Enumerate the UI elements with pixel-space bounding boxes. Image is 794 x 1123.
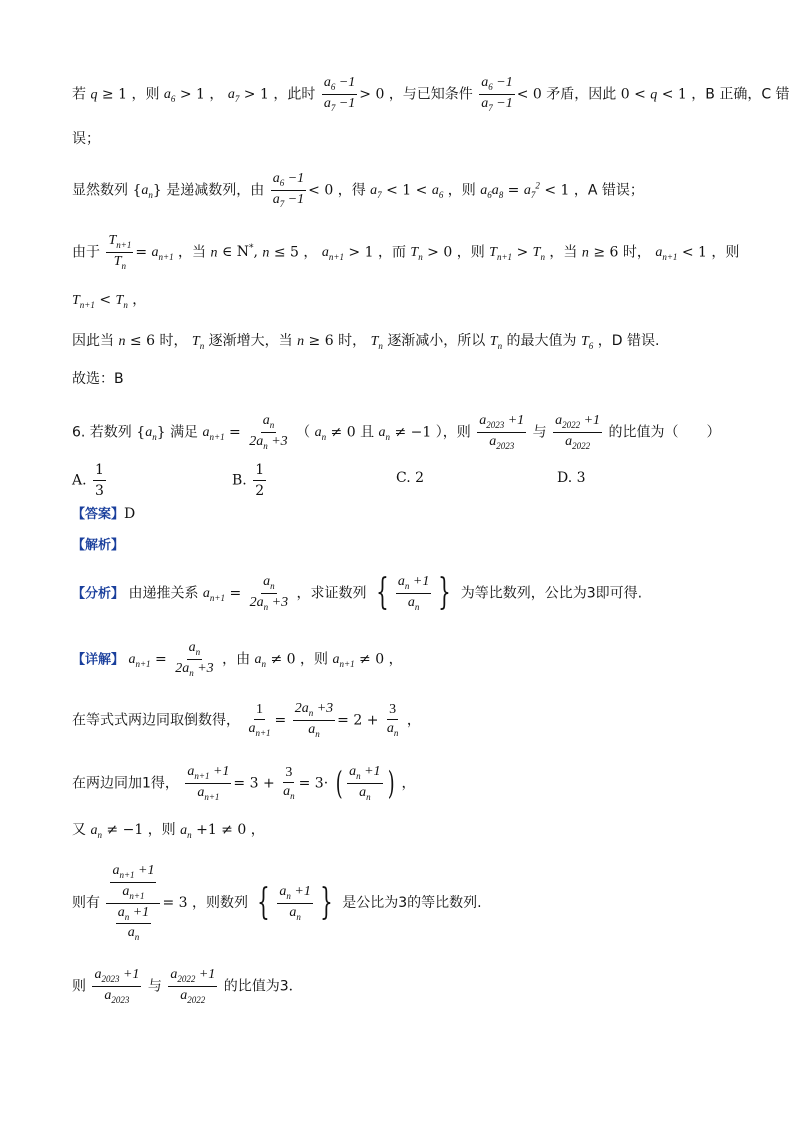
fraction: $\frac{1}{3}$ — [95, 462, 104, 499]
choice-line: 故选：B — [72, 371, 124, 387]
question-6: 6. 若数列 $\{a_n\}$ 满足 $a_{n+1}$ = $\frac{a_n}{2a_n +3}$ （ $a_n \ne 0$ 且 $a_n \ne -1$ ），则 $\frac{a_{2023} +1}{a_{2023}}$ 与 $\frac{a_{2022} +1}{a_{2022}}$ 的比值为（ ） — [72, 413, 721, 451]
text: 的比值为3． — [223, 978, 303, 995]
text: ，则 — [447, 182, 476, 199]
fraction: $\frac{a_{2022} +1}{a_{2022}}$ — [170, 967, 216, 1005]
text: 时， — [338, 333, 367, 349]
option-c[interactable] — [396, 470, 424, 486]
text: ，而 — [377, 244, 406, 261]
fraction: $\frac{a_{2023} +1}{a_{2023}}$ — [94, 967, 140, 1005]
text: 逐渐增大，当 — [208, 333, 293, 349]
text: 且 — [360, 424, 375, 441]
fraction: $\frac{a_n +1}{a_n}$ — [349, 764, 381, 802]
text: ， — [406, 712, 421, 729]
text: ，则 — [131, 86, 160, 103]
text: （ — [296, 424, 311, 441]
text: 是递减数列，由 — [166, 182, 265, 199]
fenxi-tag: 【分析】 — [72, 586, 125, 602]
text: ，由 — [222, 651, 251, 668]
text: 的最大值为 — [506, 333, 577, 349]
text: ，则 — [147, 822, 176, 838]
fraction: $\frac{a_n +1}{a_n}$ — [397, 574, 430, 612]
fraction: $\frac{1}{2}$ — [255, 462, 265, 499]
text: ，当 — [549, 244, 578, 261]
text: ，则数列 — [192, 895, 249, 912]
text: ），则 — [435, 424, 471, 441]
formula: $a_7$ — [227, 87, 240, 105]
text: ，与已知条件 — [388, 86, 473, 103]
text: 与 — [147, 978, 162, 995]
option-label: C. 2 — [396, 470, 425, 486]
fenxi-line: 【分析】 由递推关系 $a_{n+1}$ = $\frac{a_n}{2a_n +3}$ ，求证数列 { $\frac{a_n +1}{a_n}$ } 为等比数列，公比为3即可得. — [72, 572, 643, 614]
text: ，A 错误； — [573, 182, 644, 199]
text: ，则 — [456, 244, 485, 261]
para-line-2: 误； — [72, 131, 100, 147]
fraction: $\frac{a_n}{2a_n +3}$ — [175, 640, 214, 678]
fraction: $\frac{a_n +1}{a_n}$ — [279, 883, 311, 922]
text: ，则 — [711, 244, 740, 261]
fraction: $\frac{a_{2023} +1}{a_{2023}}$ — [479, 413, 525, 451]
xiangjie-line: 【详解】 $a_{n+1}$ = $\frac{a_n}{2a_n +3}$ ，由 $a_n \ne 0$ ，则 $a_{n+1} \ne 0$ ， — [72, 640, 403, 678]
option-d[interactable] — [557, 470, 586, 486]
text: ， — [401, 775, 416, 792]
step-add-one: 在两边同加1得， $\frac{a_{n+1} +1}{a_{n+1}}$ = 3 + $\frac{3}{a_n}$ = 3· ( $\frac{a_n +1}{a_n}$ ) ， — [72, 764, 416, 803]
step-ratio: 则有 $\frac{\frac{a_{n+1} +1}{a_{n+1}}}{\frac{a_n +1}{a_n}}$ = 3 ，则数列 { $\frac{a_n +1}{a_n}$ } 是公比为3的等比数列. — [72, 863, 482, 943]
text: ， — [250, 822, 265, 838]
text: 若 — [72, 86, 86, 103]
para-line-3: 显然数列 $\{a_n\}$ 是递减数列，由 $\frac{a_6 -1}{a_7 -1}$ < 0 ，得 $a_7 < 1 < a_6$ ，则 $a_6a_8 = a_7^2 < 1$ ，A 错误； — [72, 171, 644, 209]
option-b[interactable] — [232, 462, 268, 499]
text: 时， — [622, 244, 651, 261]
fraction: $\frac{1}{a_{n+1}}$ — [248, 701, 271, 738]
para-line-6: 因此当 n ≤ 6 时， $T_n$ 逐渐增大，当 n ≥ 6 时， $T_n$ 逐渐减小，所以 $T_n$ 的最大值为 $T_6$ ，D 错误. — [72, 333, 660, 351]
fraction: $\frac{a_{n+1} +1}{a_{n+1}}$ — [187, 764, 230, 802]
para-line-4: 由于 $\frac{T_{n+1}}{T_n}$ = $a_{n+1}$ ，当 n ∈ N*, n ≤ 5 ， $a_{n+1} > 1$ ，而 $T_n > 0$ ，则 $T_{n+1} > T_n$ ，当 n ≥ 6 时， $a_{n+1} < 1$ ，则 — [72, 233, 740, 271]
text: ，求证数列 — [296, 585, 367, 602]
option-label: D. 3 — [557, 470, 586, 486]
text: 矛盾，因此 — [546, 86, 617, 103]
answer-tag: 【答案】 — [72, 507, 125, 522]
text: 是公比为3的等比数列. — [342, 895, 482, 912]
fraction: $\frac{a_{2022} +1}{a_{2022}}$ — [555, 413, 601, 451]
option-a[interactable] — [72, 462, 108, 499]
text: ， — [132, 292, 147, 308]
step-reciprocal: 在等式式两边同取倒数得， $\frac{1}{a_{n+1}}$ = $\frac{2a_n +3}{a_n}$ = 2 + $\frac{3}{a_n}$ ， — [72, 701, 421, 739]
fraction: $\frac{3}{a_n}$ — [283, 764, 295, 801]
text: 时， — [159, 333, 188, 349]
text: 又 — [72, 822, 86, 838]
para-line-5: $T_{n+1} < T_n$ ， — [72, 292, 147, 310]
fraction: $\frac{T_{n+1}}{T_n}$ — [108, 233, 132, 271]
para-line-1: 若 q ≥ 1 ，则 $a_6 > 1$ ， $a_7 > 1$ ，此时 $\frac{a_6 -1}{a_7 -1}$ > 0 ，与已知条件 $\frac{a_6 -1}{a_7 -1}$ < 0 矛盾，因此 0 < q < 1 ，B 正确，C 错 — [72, 75, 790, 113]
text: 则有 — [72, 895, 100, 912]
text: 与 — [532, 424, 547, 441]
text: 因此当 — [72, 333, 114, 349]
text: ，B 正确，C 错 — [691, 86, 790, 103]
option-label: A. — [72, 472, 87, 489]
xiangjie-tag: 【详解】 — [72, 652, 125, 668]
analysis-line — [72, 538, 124, 552]
text: ， — [303, 244, 318, 261]
fraction: $\frac{a_6 -1}{a_7 -1}$ — [272, 171, 305, 209]
compound-fraction: $\frac{\frac{a_{n+1} +1}{a_{n+1}}}{\frac{a_n +1}{a_n}}$ — [106, 864, 160, 942]
text: 满足 — [170, 424, 199, 441]
text: 的比值为（ ） — [608, 424, 721, 441]
text: 由递推关系 — [128, 585, 199, 602]
text: ， — [209, 86, 224, 103]
step-conclusion — [72, 968, 303, 1005]
fraction: $\frac{a_6 -1}{a_7 -1}$ — [323, 75, 356, 113]
formula: q — [90, 87, 98, 103]
fraction: $\frac{a_n}{2a_n +3}$ — [249, 574, 289, 612]
answer-line — [72, 507, 135, 521]
option-label: B. — [232, 472, 247, 489]
question-number: 6. 若数列 — [72, 424, 132, 441]
text: 则 — [72, 978, 86, 995]
fraction: $\frac{a_6 -1}{a_7 -1}$ — [481, 75, 513, 113]
text: ，当 — [178, 244, 207, 261]
text: 为等比数列，公比为3即可得. — [460, 585, 643, 602]
fraction: $\frac{3}{a_n}$ — [386, 701, 399, 738]
text: 显然数列 — [72, 182, 128, 199]
text: ，此时 — [273, 86, 316, 103]
text: ， — [388, 651, 403, 668]
text: 由于 — [72, 244, 100, 261]
text: 逐渐减小，所以 — [387, 333, 486, 349]
text: 在两边同加1得， — [72, 775, 179, 792]
text: ，得 — [337, 182, 366, 199]
step-nonzero: 又 $a_n \ne -1$ ，则 $a_n +1 \ne 0$ ， — [72, 822, 265, 840]
analysis-tag: 【解析】 — [72, 538, 125, 553]
formula: $a_6$ — [163, 87, 176, 105]
text: ，D 错误. — [597, 333, 660, 349]
fraction: $\frac{2a_n +3}{a_n}$ — [294, 701, 334, 739]
answer-value: D — [124, 506, 136, 522]
text: 在等式式两边同取倒数得， — [72, 712, 240, 729]
text: ，则 — [300, 651, 329, 668]
fraction: $\frac{a_n}{2a_n +3}$ — [249, 413, 288, 451]
